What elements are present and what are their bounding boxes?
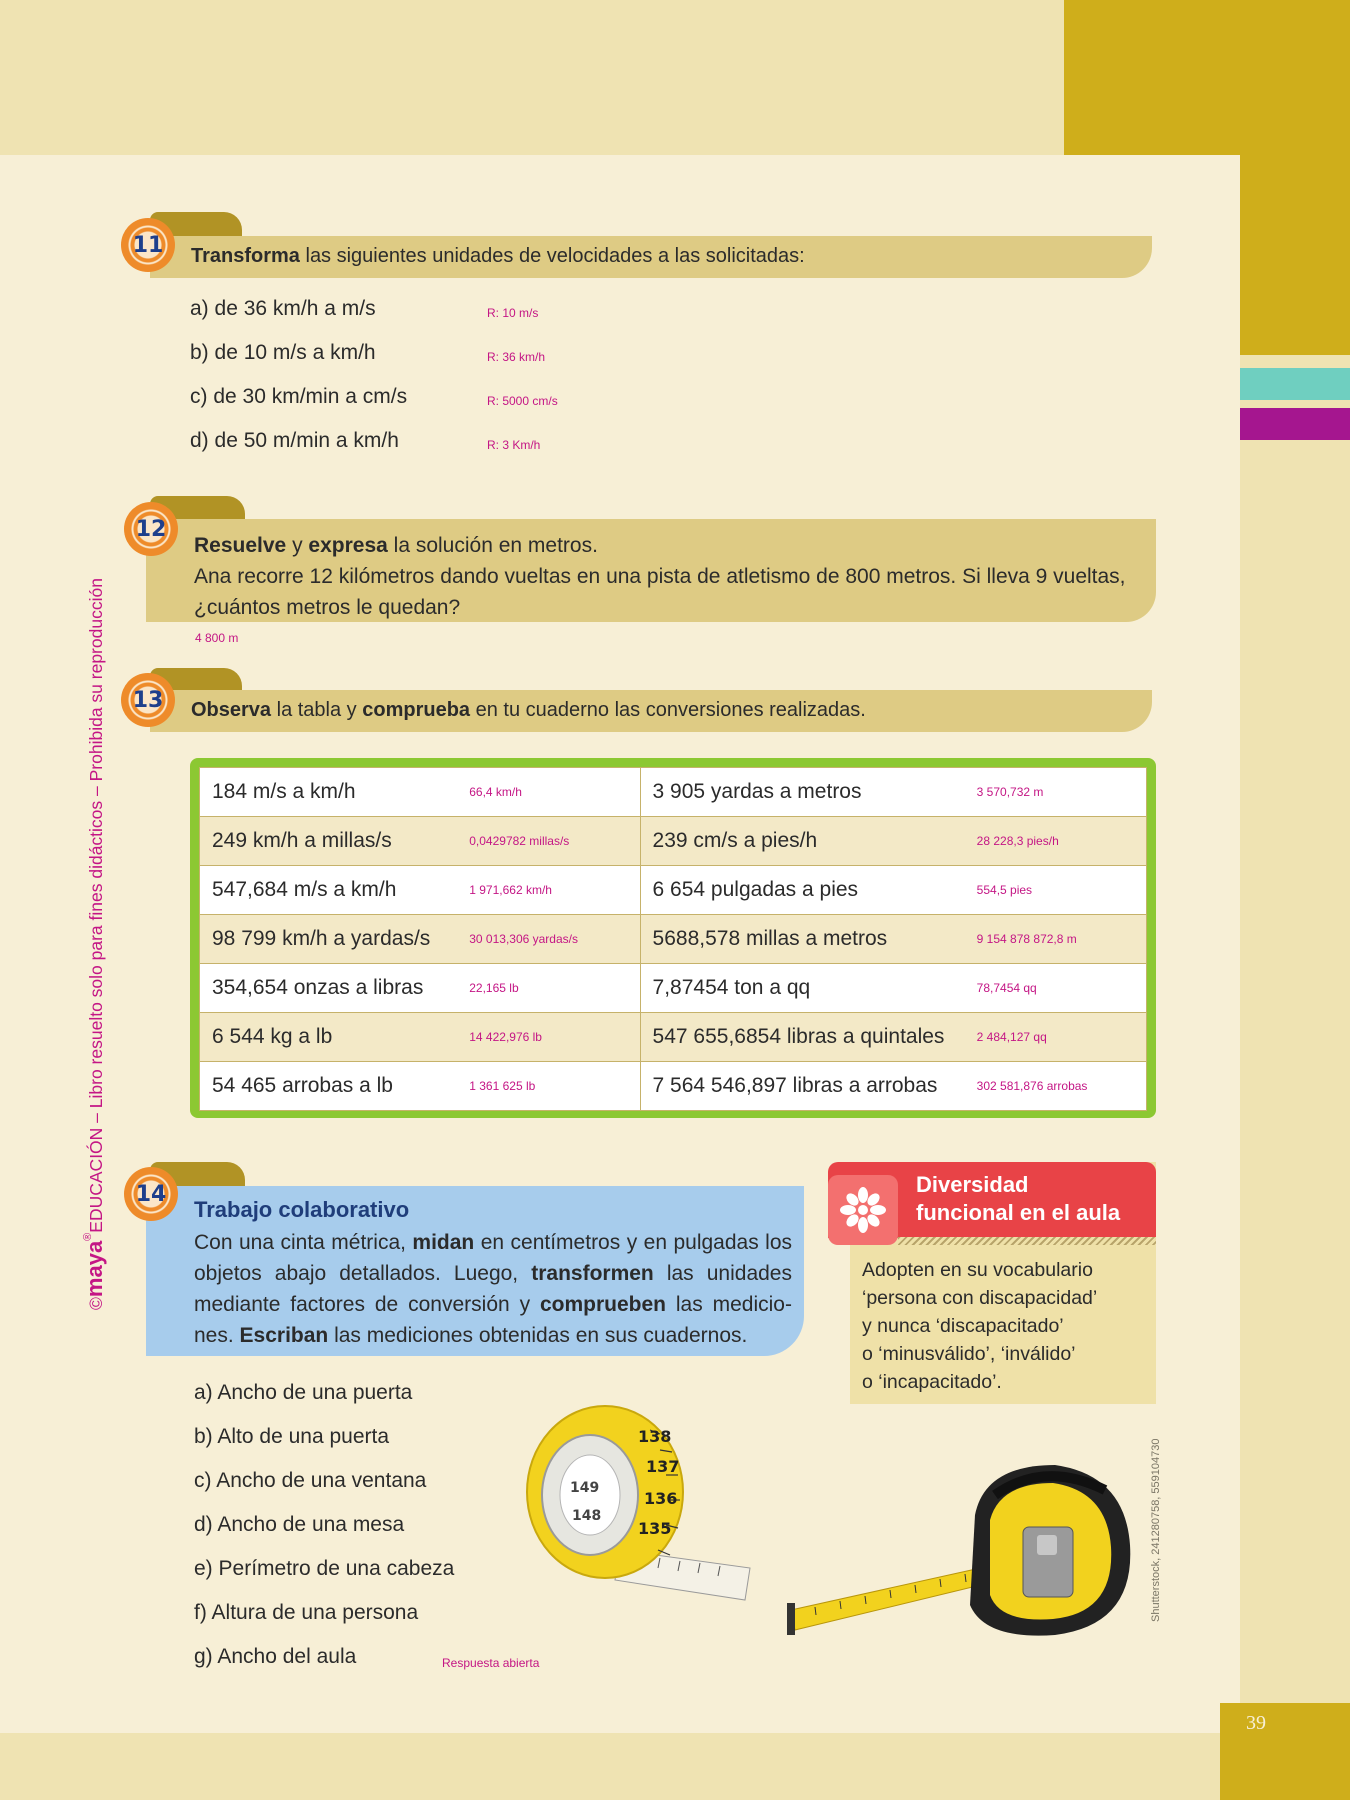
tape-roll-image [520, 1400, 760, 1610]
ex14-item-f [194, 1601, 418, 1625]
ex12-mid: y [286, 534, 309, 557]
tape-mark: 149 [570, 1480, 600, 1496]
tape-mark: 138 [638, 1427, 672, 1446]
table-row [200, 817, 1147, 866]
table-cell-question: 354,654 onzas a libras [200, 964, 458, 1013]
table-cell-answer: 2 484,127 qq [965, 1013, 1147, 1062]
brand-logo-text: maya [82, 1240, 107, 1298]
item-letter: c) [194, 1469, 212, 1492]
ex11-item-b [190, 341, 376, 365]
item-text: de 30 km/min a cm/s [213, 385, 408, 408]
top-band [0, 0, 1064, 155]
ex13-bold-observa: Observa [191, 699, 272, 721]
collaborative-title: Trabajo colaborativo [194, 1197, 410, 1222]
ex12-number-badge: 12 [124, 502, 178, 556]
ex11-answer-d: R: 3 Km/h [487, 438, 541, 452]
diversity-line: o ‘incapacitado’. [862, 1371, 1002, 1393]
conversion-table [199, 767, 1147, 1111]
ex14-item-e [194, 1557, 454, 1581]
table-cell-answer: 0,0429782 millas/s [457, 817, 640, 866]
ex13-mid: la tabla y [271, 699, 363, 721]
table-cell-answer: 1 361 625 lb [457, 1062, 640, 1111]
table-cell-answer: 22,165 lb [457, 964, 640, 1013]
bold-transformen: transformen [531, 1262, 654, 1285]
ex11-item-c [190, 385, 407, 409]
page-number: 39 [1246, 1712, 1266, 1734]
table-cell-question: 239 cm/s a pies/h [640, 817, 965, 866]
table-cell-answer: 30 013,306 yardas/s [457, 915, 640, 964]
table-cell-question: 547,684 m/s a km/h [200, 866, 458, 915]
table-row [200, 866, 1147, 915]
item-letter: d) [194, 1513, 213, 1536]
ex11-title-rest: las siguientes unidades de velocidades a las solicitadas: [299, 245, 805, 267]
diversity-line: o ‘minusválido’, ‘inválido’ [862, 1343, 1076, 1365]
table-cell-question: 249 km/h a millas/s [200, 817, 458, 866]
text-span: las unidades mediante factores de conversión y [194, 1262, 792, 1316]
ex11-answer-c: R: 5000 cm/s [487, 394, 558, 408]
item-letter: c) [190, 385, 208, 408]
table-cell-question: 6 544 kg a lb [200, 1013, 458, 1062]
item-letter: d) [190, 429, 209, 452]
table-cell-question: 7 564 546,897 libras a arrobas [640, 1062, 965, 1111]
diversity-stripe [898, 1237, 1156, 1245]
table-row [200, 964, 1147, 1013]
table-cell-question: 3 905 yardas a metros [640, 768, 965, 817]
table-cell-answer: 9 154 878 872,8 m [965, 915, 1147, 964]
bottom-band [0, 1733, 1350, 1800]
item-letter: b) [194, 1425, 213, 1448]
diversity-title [916, 1171, 1120, 1227]
item-letter: g) [194, 1645, 213, 1668]
copyright-text: EDUCACIÓN – Libro resuelto solo para fines didácticos – Prohibida su reproducción [86, 578, 106, 1233]
ex13-number-badge: 13 [121, 673, 175, 727]
registered-mark: ® [82, 1232, 94, 1241]
ex11-answer-b: R: 36 km/h [487, 350, 546, 364]
item-text: Ancho del aula [217, 1645, 357, 1668]
table-row [200, 915, 1147, 964]
ex14-answer: Respuesta abierta [442, 1656, 540, 1670]
item-text: Ancho de una puerta [217, 1381, 413, 1404]
item-text: de 10 m/s a km/h [214, 341, 376, 364]
table-cell-question: 6 654 pulgadas a pies [640, 866, 965, 915]
item-text: Perímetro de una cabeza [218, 1557, 455, 1580]
ex12-bold-resuelve: Resuelve [194, 534, 287, 557]
table-cell-answer: 66,4 km/h [457, 768, 640, 817]
item-text: de 50 m/min a km/h [214, 429, 399, 452]
diversity-body [862, 1256, 1152, 1396]
ex14-item-c [194, 1469, 426, 1493]
ex12-bold-expresa: expresa [308, 534, 388, 557]
item-letter: f) [194, 1601, 207, 1624]
table-cell-answer: 554,5 pies [965, 866, 1147, 915]
ex11-title [191, 245, 805, 268]
ex12-text [194, 530, 1126, 623]
table-cell-answer: 1 971,662 km/h [457, 866, 640, 915]
page-number-box [1220, 1703, 1350, 1800]
flower-icon [828, 1175, 898, 1245]
item-letter: b) [190, 341, 209, 364]
ex11-title-bold: Transforma [191, 245, 300, 267]
bold-midan: midan [412, 1231, 475, 1254]
item-text: Altura de una persona [211, 1601, 419, 1624]
table-row [200, 1062, 1147, 1111]
teal-tab [1240, 368, 1350, 400]
table-cell-question: 54 465 arrobas a lb [200, 1062, 458, 1111]
item-letter: a) [194, 1381, 213, 1404]
table-row [200, 1013, 1147, 1062]
table-cell-answer: 14 422,976 lb [457, 1013, 640, 1062]
ex14-number-badge: 14 [124, 1167, 178, 1221]
item-text: Alto de una puerta [217, 1425, 390, 1448]
bold-escriban: Escriban [239, 1324, 329, 1347]
copyright-sidebar [82, 578, 108, 1310]
diversity-line: y nunca ‘discapacitado’ [862, 1315, 1064, 1337]
table-cell-answer: 3 570,732 m [965, 768, 1147, 817]
text-span: en centímetros y en pulgadas los objetos abajo detallados. Luego, [194, 1231, 793, 1285]
tape-mark: 137 [646, 1457, 680, 1476]
diversity-line: ‘persona con discapacidad’ [862, 1287, 1098, 1309]
item-text: de 36 km/h a m/s [214, 297, 376, 320]
tape-measure-image [785, 1455, 1145, 1665]
ex11-item-d [190, 429, 399, 453]
image-credit: Shutterstock, 241280758, 559104730 [1150, 1438, 1162, 1622]
table-cell-question: 98 799 km/h a yardas/s [200, 915, 458, 964]
table-cell-question: 184 m/s a km/h [200, 768, 458, 817]
diversity-line: Adopten en su vocabulario [862, 1259, 1093, 1281]
ex12-problem-line1: Ana recorre 12 kilómetros dando vueltas en una pista de atletismo de 800 metros. Si lleva 9 vueltas, [194, 565, 1126, 588]
magenta-tab [1240, 408, 1350, 440]
item-text: Ancho de una mesa [217, 1513, 405, 1536]
copyright-symbol: © [86, 1297, 106, 1310]
ex11-item-a [190, 297, 376, 321]
text-span: las mediciones obtenidas en sus cuadernos. [328, 1324, 748, 1347]
table-cell-question: 7,87454 ton a qq [640, 964, 965, 1013]
table-row [200, 768, 1147, 817]
ex12-answer: 4 800 m [195, 631, 239, 645]
item-text: Ancho de una ventana [216, 1469, 427, 1492]
ex14-item-d [194, 1513, 404, 1537]
ex14-item-g [194, 1645, 356, 1669]
ex11-answer-a: R: 10 m/s [487, 306, 539, 320]
text-span: las mediciones. [194, 1293, 792, 1347]
diversity-title-line2: funcional en el aula [916, 1200, 1121, 1225]
collaborative-instructions [194, 1227, 792, 1351]
ex12-problem-line2: ¿cuántos metros le quedan? [194, 596, 461, 619]
ex12-rest: la solución en metros. [387, 534, 598, 557]
ex13-rest: en tu cuaderno las conversiones realizadas. [470, 699, 866, 721]
item-letter: e) [194, 1557, 213, 1580]
ex11-number-badge: 11 [121, 218, 175, 272]
table-cell-answer: 78,7454 qq [965, 964, 1147, 1013]
table-cell-question: 5688,578 millas a metros [640, 915, 965, 964]
table-cell-answer: 28 228,3 pies/h [965, 817, 1147, 866]
item-letter: a) [190, 297, 209, 320]
tape-mark: 148 [572, 1508, 602, 1524]
ex14-item-b [194, 1425, 389, 1449]
ex13-bold-comprueba: comprueba [362, 699, 471, 721]
tape-mark: 136 [644, 1489, 678, 1508]
table-cell-question: 547 655,6854 libras a quintales [640, 1013, 965, 1062]
text-span: Con una cinta métrica, [194, 1231, 413, 1254]
ex14-item-a [194, 1381, 412, 1405]
table-cell-answer: 302 581,876 arrobas [965, 1062, 1147, 1111]
bold-comprueben: comprueben [539, 1293, 666, 1316]
ex13-title [191, 699, 866, 722]
diversity-title-line1: Diversidad [916, 1172, 1029, 1197]
tape-mark: 135 [638, 1519, 672, 1538]
